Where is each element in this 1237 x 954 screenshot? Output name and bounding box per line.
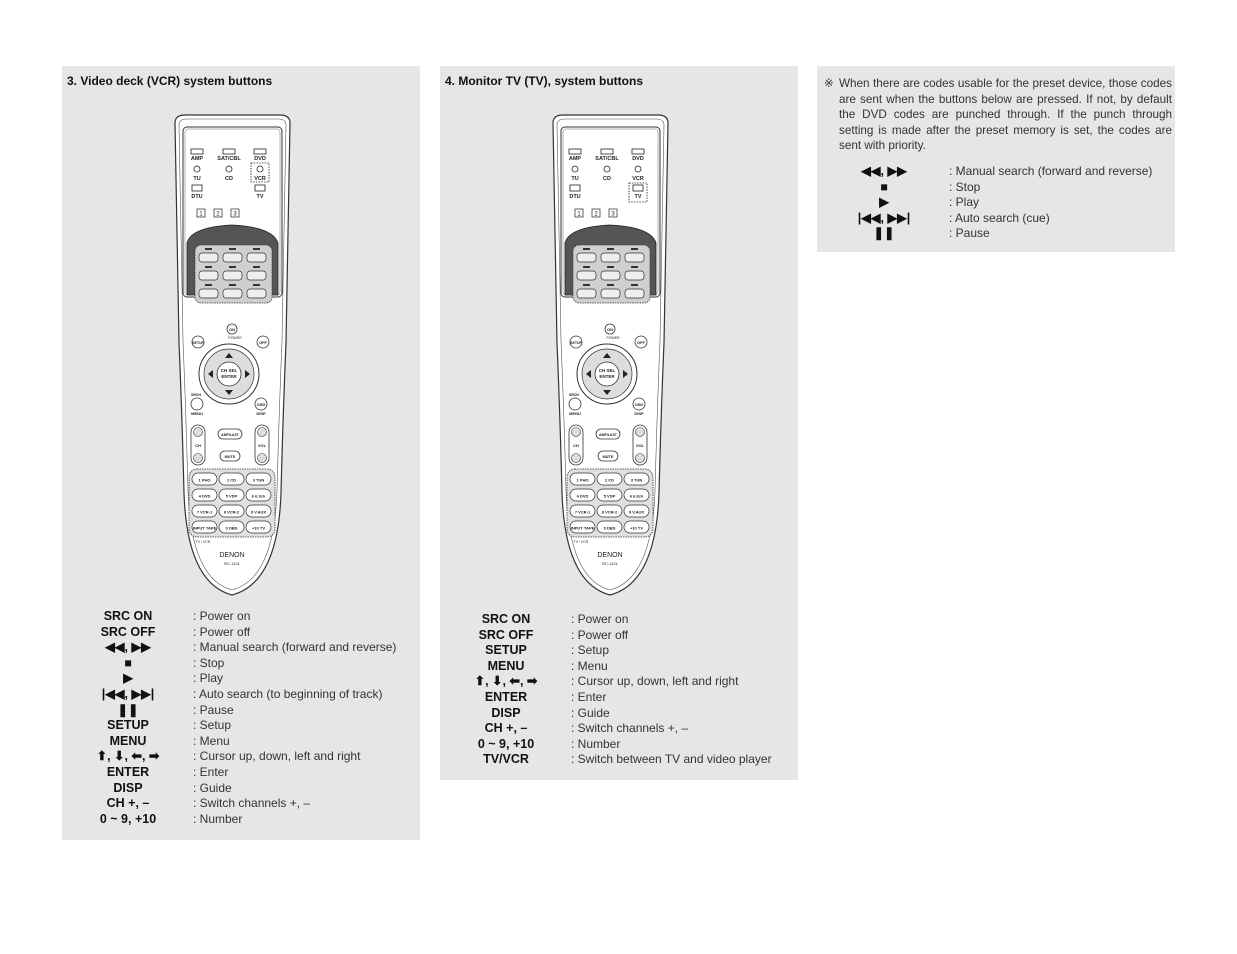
brand-logo: DENON <box>597 552 623 559</box>
transport-glyph <box>253 266 260 268</box>
tv-vcr-label: TV / VCR <box>195 540 211 544</box>
page-number: 3 <box>233 211 237 218</box>
key-description: : Switch between TV and video player <box>571 752 772 767</box>
key-row <box>441 612 772 628</box>
power-label: POWER <box>228 336 242 340</box>
key-description: : Switch channels +, – <box>193 796 311 811</box>
transport-button <box>577 289 596 298</box>
key-name: SRC OFF <box>100 624 156 639</box>
tv-vcr-label: TV / VCR <box>573 540 589 544</box>
transport-glyph <box>631 266 638 268</box>
key-name: |◀◀, ▶▶| <box>101 686 155 701</box>
key-description: : Switch channels +, – <box>571 721 689 736</box>
numpad-label: 3 TUN <box>252 477 265 483</box>
page-number: 1 <box>577 211 581 218</box>
numpad-label: INPUT TAPE <box>570 525 595 531</box>
numpad-label: 4 DVD <box>198 493 211 499</box>
numpad-label: 2 CD <box>226 477 237 483</box>
key-row <box>63 703 396 719</box>
key-description: : Pause <box>949 226 990 241</box>
numpad-label: 1 PHO <box>576 477 589 483</box>
key-description: : Setup <box>571 643 610 658</box>
vol-plus-button <box>258 428 267 437</box>
key-name: ENTER <box>106 764 150 779</box>
model-label: RC-1101 <box>602 561 618 566</box>
numpad-label: 7 VCR-1 <box>574 509 591 515</box>
transport-button <box>601 253 620 262</box>
tv-key-table <box>441 612 772 768</box>
vcr-heading: 3. Video deck (VCR) system buttons <box>67 74 273 88</box>
key-name: |◀◀, ▶▶| <box>857 210 911 225</box>
amp-last-label: AMP/LAST <box>599 433 617 437</box>
source-label: SAT/CBL <box>595 156 619 162</box>
key-description: : Number <box>571 736 621 751</box>
key-name: SRC OFF <box>478 627 534 642</box>
transport-button <box>199 271 218 280</box>
source-label: DTU <box>569 194 581 200</box>
ch-minus-button <box>194 454 203 463</box>
numpad-label: 1 PHO <box>198 477 211 483</box>
source-label: VCR <box>254 176 266 182</box>
note-text: When there are codes usable for the preset device, those codes are sent when the buttons below are pressed. If not, by default the DVD codes are punched through. If the punch through setting is made after the preset memory is set, the codes are sent with priority. <box>839 77 1172 153</box>
key-description: : Power off <box>571 627 629 642</box>
source-label: DVD <box>632 156 644 162</box>
key-description: : Guide <box>571 705 610 720</box>
key-description: : Manual search (forward and reverse) <box>193 640 397 655</box>
numpad-label: 8 VCR-2 <box>223 509 240 515</box>
transport-glyph <box>631 248 638 250</box>
source-label: CD <box>603 176 611 182</box>
tv-key-rows <box>441 612 772 768</box>
page-number: 3 <box>611 211 615 218</box>
key-description: : Number <box>193 811 243 826</box>
transport-button <box>199 289 218 298</box>
source-label: SAT/CBL <box>217 156 241 162</box>
source-label: DVD <box>254 156 266 162</box>
transport-glyph <box>253 284 260 286</box>
disp-label: DISP <box>634 411 644 416</box>
enter-label: ENTER <box>599 374 615 379</box>
key-row <box>63 796 396 812</box>
transport-button <box>601 289 620 298</box>
transport-glyph <box>205 266 212 268</box>
key-description: : Guide <box>193 780 232 795</box>
key-row <box>441 752 772 768</box>
key-row <box>63 687 396 703</box>
numpad-label: 5 VDP <box>603 493 616 499</box>
key-name: ■ <box>880 179 888 194</box>
on-label: ON <box>607 327 613 332</box>
model-label: RC-1101 <box>224 561 240 566</box>
key-name: SRC ON <box>481 612 531 626</box>
osd-label: OSD <box>256 402 266 407</box>
vcr-key-rows <box>63 609 396 827</box>
vcr-key-table <box>63 609 396 827</box>
key-description: : Enter <box>193 764 229 779</box>
note-key-rows <box>819 164 1152 242</box>
numpad-label: 0 DBS <box>603 525 616 531</box>
srch-label: SRCH <box>191 393 201 397</box>
ch-label: CH <box>195 443 201 448</box>
numpad-label: INPUT TAPE <box>192 525 217 531</box>
numpad-label: 6 6.3ch <box>251 493 266 499</box>
key-row <box>63 734 396 750</box>
ch-label: CH <box>573 443 579 448</box>
key-description: : Setup <box>193 718 232 733</box>
transport-button <box>625 289 644 298</box>
numpad-label: 3 TUN <box>630 477 643 483</box>
key-row <box>63 625 396 641</box>
mute-label: MUTE <box>224 455 236 459</box>
key-name: ❚❚ <box>117 702 139 717</box>
transport-glyph <box>607 266 614 268</box>
setup-label: SETUP <box>192 341 204 345</box>
page-number: 1 <box>199 211 203 218</box>
key-row <box>441 659 772 675</box>
transport-glyph <box>229 284 236 286</box>
vol-plus-button <box>636 428 645 437</box>
key-row <box>819 180 1152 196</box>
key-row <box>441 628 772 644</box>
tv-remote-illustration <box>543 113 678 597</box>
vol-minus-button <box>258 454 267 463</box>
key-description: : Menu <box>571 658 608 673</box>
transport-glyph <box>229 266 236 268</box>
key-description: : Power on <box>571 612 629 626</box>
source-label: TU <box>193 176 201 182</box>
key-name: TV/VCR <box>483 752 529 767</box>
key-name: 0 ~ 9, +10 <box>99 811 157 826</box>
key-name: MENU <box>109 733 147 748</box>
key-description: : Enter <box>571 689 607 704</box>
key-row <box>63 640 396 656</box>
transport-glyph <box>205 284 212 286</box>
transport-button <box>223 253 242 262</box>
menu-label: MENU <box>191 411 203 416</box>
key-description: : Stop <box>949 179 981 194</box>
transport-glyph <box>205 248 212 250</box>
source-label: TU <box>571 176 579 182</box>
tv-section <box>440 66 798 780</box>
ch-plus-button <box>572 428 581 437</box>
menu-label: MENU <box>569 411 581 416</box>
ch-sel-label: CH SEL <box>598 368 616 373</box>
key-name: DISP <box>491 705 521 720</box>
key-description: : Play <box>193 671 224 686</box>
key-row <box>819 226 1152 242</box>
key-row <box>63 812 396 828</box>
key-row <box>63 718 396 734</box>
transport-button <box>223 289 242 298</box>
numpad-label: 9 V.AUX <box>628 509 645 515</box>
note-paragraph <box>824 76 1172 154</box>
transport-glyph <box>607 248 614 250</box>
power-label: POWER <box>606 336 620 340</box>
menu-button <box>569 398 581 410</box>
key-description: : Pause <box>193 702 234 717</box>
numpad-label: 9 V.AUX <box>250 509 267 515</box>
page-number: 2 <box>594 211 598 218</box>
key-name: ▶ <box>879 195 889 210</box>
key-row <box>441 706 772 722</box>
key-name: ■ <box>124 655 132 670</box>
key-description: : Power off <box>193 624 251 639</box>
note-mark: ※ <box>824 77 834 90</box>
brand-logo: DENON <box>219 552 245 559</box>
key-name: 0 ~ 9, +10 <box>477 736 535 751</box>
key-name: ⬆, ⬇, ⬅, ➡ <box>96 749 160 764</box>
key-row <box>819 211 1152 227</box>
numpad-label: 2 CD <box>604 477 615 483</box>
transport-glyph <box>229 248 236 250</box>
key-description: : Play <box>949 195 980 210</box>
key-row <box>819 195 1152 211</box>
key-row <box>819 164 1152 180</box>
key-description: : Auto search (to beginning of track) <box>193 686 383 701</box>
transport-glyph <box>631 284 638 286</box>
key-name: ▶ <box>123 671 133 686</box>
page-number: 2 <box>216 211 220 218</box>
amp-last-label: AMP/LAST <box>221 433 239 437</box>
key-name: SRC ON <box>103 609 153 623</box>
key-row <box>63 656 396 672</box>
transport-button <box>577 271 596 280</box>
key-name: DISP <box>113 780 143 795</box>
transport-button <box>577 253 596 262</box>
source-label: TV <box>256 194 264 200</box>
key-row <box>63 609 396 625</box>
vol-label: VOL <box>635 443 645 448</box>
key-row <box>441 674 772 690</box>
key-name: SETUP <box>485 643 527 658</box>
key-name: ⬆, ⬇, ⬅, ➡ <box>474 674 538 689</box>
note-section <box>817 66 1175 252</box>
transport-glyph <box>583 266 590 268</box>
numpad-label: 8 VCR-2 <box>601 509 618 515</box>
ch-minus-button <box>572 454 581 463</box>
menu-button <box>191 398 203 410</box>
numpad-label: 0 DBS <box>225 525 238 531</box>
key-row <box>63 781 396 797</box>
source-label: AMP <box>190 156 204 162</box>
transport-button <box>247 271 266 280</box>
key-name: SETUP <box>107 718 149 733</box>
transport-glyph <box>583 248 590 250</box>
key-name: CH +, – <box>484 721 528 736</box>
tv-heading: 4. Monitor TV (TV), system buttons <box>445 74 644 88</box>
source-label: TV <box>634 194 642 200</box>
vcr-remote-illustration <box>165 113 300 597</box>
key-description: : Manual search (forward and reverse) <box>949 164 1153 178</box>
key-name: CH +, – <box>106 796 150 811</box>
key-row <box>441 721 772 737</box>
vol-minus-button <box>636 454 645 463</box>
numpad-label: +10 TV <box>251 525 266 531</box>
source-label: CD <box>225 176 233 182</box>
osd-label: OSD <box>634 402 644 407</box>
on-label: ON <box>229 327 235 332</box>
transport-glyph <box>607 284 614 286</box>
enter-label: ENTER <box>221 374 237 379</box>
key-description: : Auto search (cue) <box>949 210 1050 225</box>
transport-button <box>625 253 644 262</box>
transport-glyph <box>253 248 260 250</box>
transport-button <box>223 271 242 280</box>
key-description: : Stop <box>193 655 225 670</box>
vcr-section <box>62 66 420 840</box>
transport-button <box>199 253 218 262</box>
key-description: : Cursor up, down, left and right <box>571 674 739 689</box>
key-row <box>63 671 396 687</box>
key-name: MENU <box>487 658 525 673</box>
vol-label: VOL <box>257 443 267 448</box>
source-label: AMP <box>568 156 582 162</box>
key-row <box>441 643 772 659</box>
numpad-label: 7 VCR-1 <box>196 509 213 515</box>
transport-glyph <box>583 284 590 286</box>
key-row <box>63 749 396 765</box>
source-label: VCR <box>632 176 644 182</box>
srch-label: SRCH <box>569 393 579 397</box>
off-label: OFF <box>637 340 645 345</box>
key-row <box>441 737 772 753</box>
ch-plus-button <box>194 428 203 437</box>
transport-button <box>625 271 644 280</box>
off-label: OFF <box>259 340 267 345</box>
numpad-label: 6 6.3ch <box>629 493 644 499</box>
numpad-label: 4 DVD <box>576 493 589 499</box>
key-name: ❚❚ <box>873 226 895 241</box>
key-name: ◀◀, ▶▶ <box>105 640 151 655</box>
note-key-table <box>819 164 1152 242</box>
key-description: : Menu <box>193 733 230 748</box>
key-name: ◀◀, ▶▶ <box>861 164 907 178</box>
transport-button <box>601 271 620 280</box>
mute-label: MUTE <box>602 455 614 459</box>
setup-label: SETUP <box>570 341 582 345</box>
ch-sel-label: CH SEL <box>220 368 238 373</box>
numpad-label: 5 VDP <box>225 493 238 499</box>
key-name: ENTER <box>484 689 528 704</box>
key-description: : Power on <box>193 609 251 623</box>
disp-label: DISP <box>256 411 266 416</box>
source-label: DTU <box>191 194 203 200</box>
key-row <box>63 765 396 781</box>
transport-button <box>247 253 266 262</box>
key-row <box>441 690 772 706</box>
numpad-label: +10 TV <box>629 525 644 531</box>
key-description: : Cursor up, down, left and right <box>193 749 361 764</box>
transport-button <box>247 289 266 298</box>
